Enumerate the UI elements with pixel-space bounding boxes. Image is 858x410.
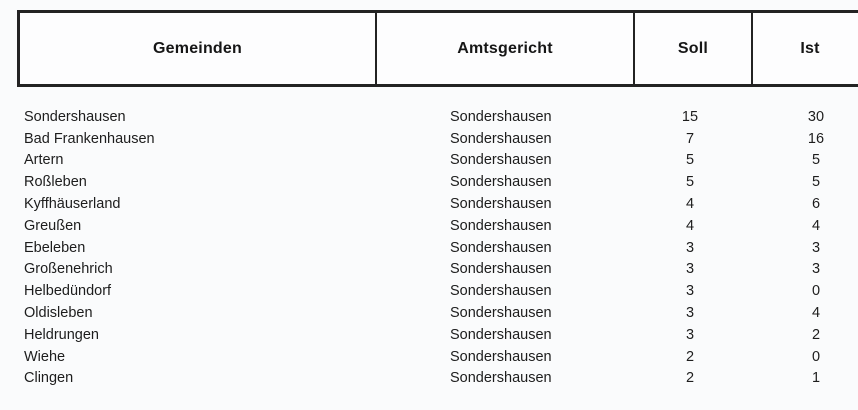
gemeinde-cell: Clingen	[24, 370, 74, 387]
soll-cell: 3	[685, 326, 695, 343]
gemeinde-cell: Heldrungen	[24, 326, 99, 343]
table-row	[0, 237, 858, 259]
soll-cell: 5	[685, 152, 695, 169]
gemeinde-cell: Sondershausen	[24, 108, 126, 125]
ist-cell: 30	[807, 108, 825, 125]
ist-cell: 4	[811, 305, 821, 322]
amtsgericht-cell: Sondershausen	[450, 174, 552, 191]
amtsgericht-cell: Sondershausen	[450, 217, 552, 234]
ist-cell: 1	[811, 370, 821, 387]
ist-cell: 3	[811, 239, 821, 256]
amtsgericht-cell: Sondershausen	[450, 283, 552, 300]
gemeinde-cell: Roßleben	[24, 174, 87, 191]
table-row	[0, 302, 858, 324]
ist-cell: 2	[811, 326, 821, 343]
amtsgericht-cell: Sondershausen	[450, 326, 552, 343]
table-row	[0, 346, 858, 368]
gemeinde-cell: Greußen	[24, 217, 82, 234]
ist-cell: 16	[807, 130, 825, 147]
ist-cell: 5	[811, 152, 821, 169]
table-row	[0, 171, 858, 193]
header-ist: Ist	[751, 13, 858, 84]
table-row	[0, 280, 858, 302]
gemeinde-cell: Großenehrich	[24, 261, 113, 278]
table-row	[0, 324, 858, 346]
gemeinde-cell: Artern	[24, 152, 64, 169]
ist-cell: 0	[811, 348, 821, 365]
soll-cell: 3	[685, 239, 695, 256]
amtsgericht-cell: Sondershausen	[450, 130, 552, 147]
header-soll: Soll	[633, 13, 751, 84]
soll-cell: 4	[685, 196, 695, 213]
table-row	[0, 259, 858, 281]
ist-cell: 5	[811, 174, 821, 191]
table-row	[0, 215, 858, 237]
header-amtsgericht: Amtsgericht	[375, 13, 633, 84]
amtsgericht-cell: Sondershausen	[450, 348, 552, 365]
soll-cell: 3	[685, 261, 695, 278]
soll-cell: 2	[685, 348, 695, 365]
soll-cell: 15	[681, 108, 699, 125]
table-header	[17, 10, 858, 87]
amtsgericht-cell: Sondershausen	[450, 370, 552, 387]
table-row	[0, 368, 858, 390]
soll-cell: 4	[685, 217, 695, 234]
amtsgericht-cell: Sondershausen	[450, 152, 552, 169]
table-body	[0, 106, 858, 389]
table-row	[0, 193, 858, 215]
soll-cell: 2	[685, 370, 695, 387]
ist-cell: 0	[811, 283, 821, 300]
amtsgericht-cell: Sondershausen	[450, 108, 552, 125]
amtsgericht-cell: Sondershausen	[450, 196, 552, 213]
soll-cell: 3	[685, 283, 695, 300]
header-gemeinden: Gemeinden	[153, 39, 242, 57]
gemeinde-cell: Kyffhäuserland	[24, 196, 121, 213]
gemeinde-cell: Wiehe	[24, 348, 66, 365]
gemeinde-cell: Ebeleben	[24, 239, 86, 256]
ist-cell: 4	[811, 217, 821, 234]
gemeinde-cell: Oldisleben	[24, 305, 93, 322]
soll-cell: 7	[685, 130, 695, 147]
ist-cell: 6	[811, 196, 821, 213]
ist-cell: 3	[811, 261, 821, 278]
amtsgericht-cell: Sondershausen	[450, 239, 552, 256]
amtsgericht-cell: Sondershausen	[450, 305, 552, 322]
gemeinde-cell: Bad Frankenhausen	[24, 130, 155, 147]
table-row	[0, 128, 858, 150]
table-row	[0, 106, 858, 128]
soll-cell: 5	[685, 174, 695, 191]
table-row	[0, 150, 858, 172]
gemeinde-cell: Helbedündorf	[24, 283, 112, 300]
soll-cell: 3	[685, 305, 695, 322]
amtsgericht-cell: Sondershausen	[450, 261, 552, 278]
